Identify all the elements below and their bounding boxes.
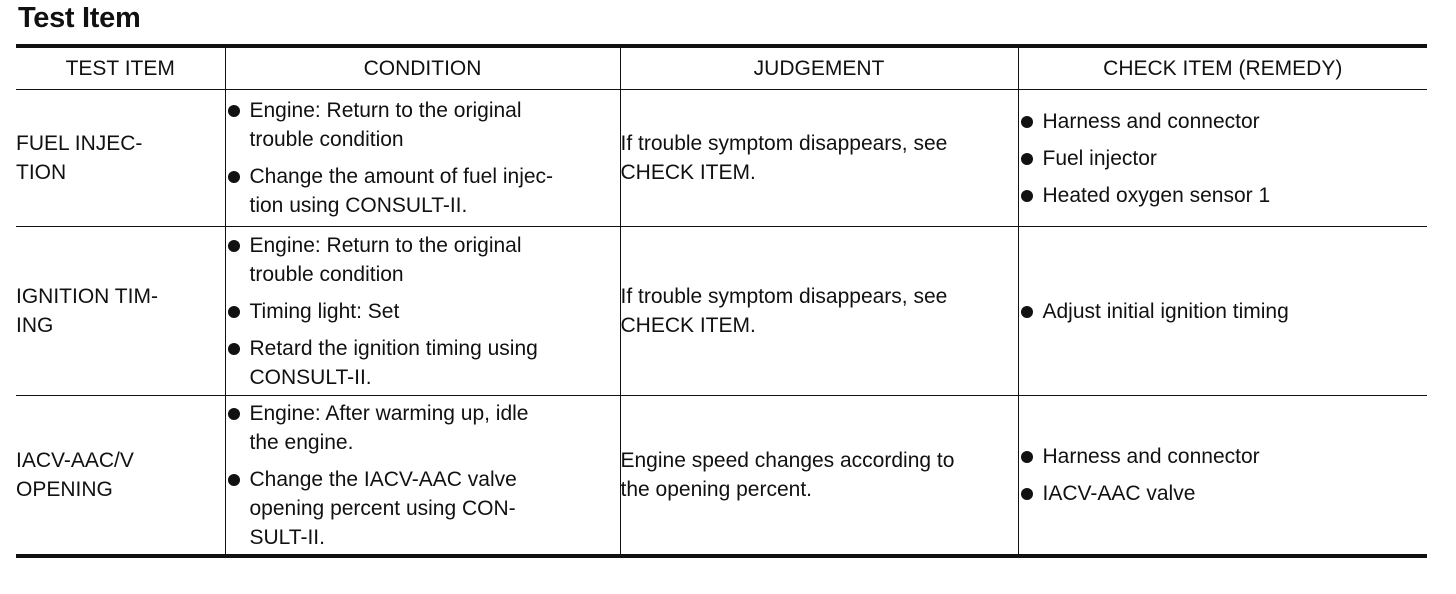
test-item-cell <box>16 396 225 557</box>
test-item-table <box>16 44 1427 558</box>
check-item: Harness and connector <box>1019 442 1428 471</box>
check-item-list <box>1019 297 1428 326</box>
header-judgement: JUDGEMENT <box>620 46 1018 90</box>
page-title: Test Item <box>18 2 141 34</box>
table-row <box>16 227 1427 396</box>
judgement-line: If trouble symptom disappears, see <box>620 285 948 308</box>
condition-list <box>226 96 620 220</box>
condition-line: CONSULT-II. <box>249 365 372 389</box>
judgement-line: CHECK ITEM. <box>620 314 756 337</box>
table-row <box>16 90 1427 227</box>
test-item-cell <box>16 90 225 227</box>
check-item-list <box>1019 107 1428 210</box>
test-item-line: IGNITION TIM- <box>16 285 158 308</box>
test-item-cell <box>16 227 225 396</box>
condition-line: Change the IACV-AAC valve <box>249 467 517 491</box>
judgement-cell <box>620 227 1018 396</box>
check-item-list <box>1019 442 1428 508</box>
condition-item <box>226 399 620 457</box>
test-item-line: TION <box>16 161 67 184</box>
header-condition: CONDITION <box>225 46 620 90</box>
condition-list <box>226 399 620 552</box>
condition-item <box>226 334 620 392</box>
check-item: Fuel injector <box>1019 144 1428 173</box>
test-item-line: ING <box>16 314 54 337</box>
check-item: IACV-AAC valve <box>1019 479 1428 508</box>
header-test-item: TEST ITEM <box>16 46 225 90</box>
condition-cell <box>225 396 620 557</box>
condition-line: Timing light: Set <box>249 299 400 323</box>
condition-line: Engine: Return to the original <box>249 233 522 257</box>
condition-cell <box>225 227 620 396</box>
check-item: Adjust initial ignition timing <box>1019 297 1428 326</box>
check-item-cell <box>1018 90 1427 227</box>
check-item: Harness and connector <box>1019 107 1428 136</box>
test-item-line: FUEL INJEC- <box>16 132 143 155</box>
test-item-line: OPENING <box>16 478 113 501</box>
judgement-line: Engine speed changes according to <box>620 449 955 472</box>
condition-line: SULT-II. <box>249 525 325 549</box>
judgement-cell <box>620 90 1018 227</box>
judgement-line: If trouble symptom disappears, see <box>620 132 948 155</box>
judgement-cell <box>620 396 1018 557</box>
table-row <box>16 396 1427 557</box>
condition-line: the engine. <box>249 430 354 454</box>
check-item: Heated oxygen sensor 1 <box>1019 181 1428 210</box>
condition-item <box>226 297 620 326</box>
condition-item <box>226 162 620 220</box>
condition-cell <box>225 90 620 227</box>
condition-list <box>226 231 620 392</box>
condition-line: Engine: Return to the original <box>249 99 522 122</box>
judgement-line: CHECK ITEM. <box>620 161 756 184</box>
condition-line: trouble condition <box>249 262 404 286</box>
condition-item <box>226 96 620 154</box>
condition-line: opening percent using CON- <box>249 496 516 520</box>
table-header-row <box>16 46 1427 90</box>
condition-item <box>226 231 620 289</box>
condition-line: trouble condition <box>249 128 404 151</box>
condition-line: Engine: After warming up, idle <box>249 401 529 425</box>
condition-line: tion using CONSULT-II. <box>249 194 468 217</box>
condition-line: Change the amount of fuel injec- <box>249 165 554 188</box>
header-check-item: CHECK ITEM (REMEDY) <box>1018 46 1427 90</box>
condition-line: Retard the ignition timing using <box>249 336 538 360</box>
check-item-cell <box>1018 227 1427 396</box>
condition-item <box>226 465 620 552</box>
check-item-cell <box>1018 396 1427 557</box>
judgement-line: the opening percent. <box>620 478 812 501</box>
test-item-line: IACV-AAC/V <box>16 449 134 472</box>
